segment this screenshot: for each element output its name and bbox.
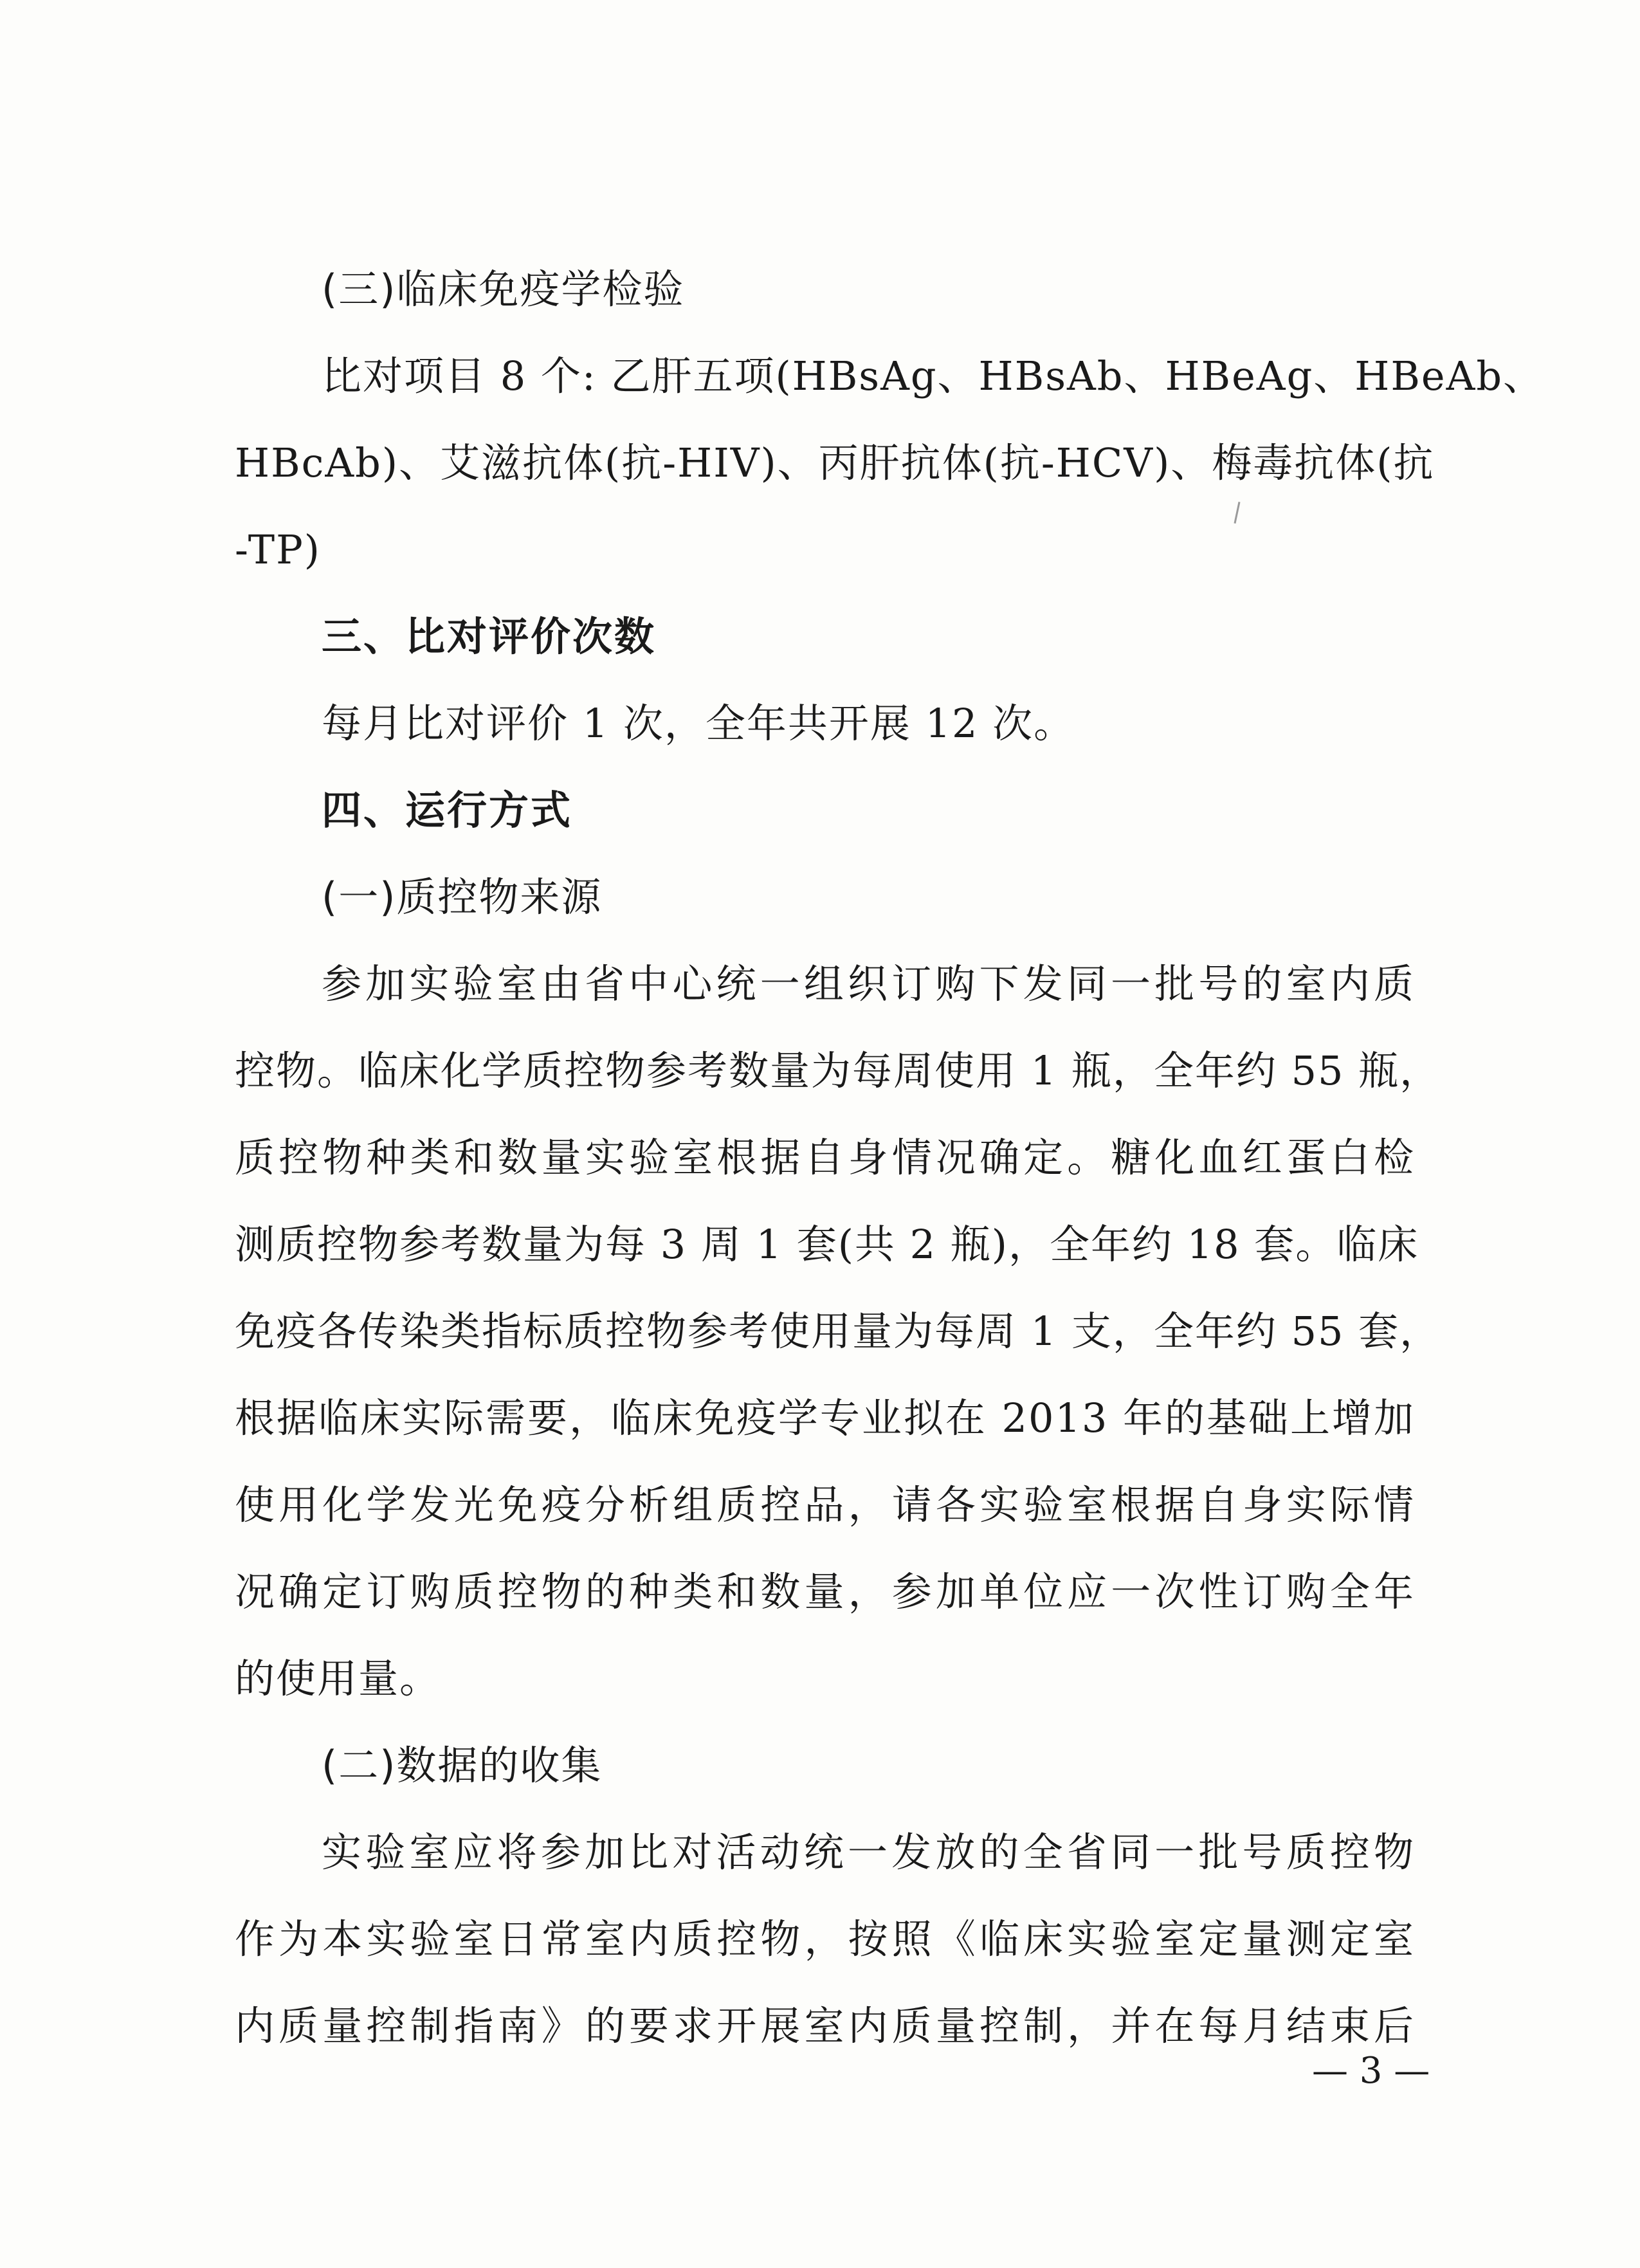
paragraph-line: 使用化学发光免疫分析组质控品，请各实验室根据自身实际情 (235, 1481, 1415, 1528)
paragraph-line: 根据临床实际需要，临床免疫学专业拟在 2013 年的基础上增加 (235, 1395, 1415, 1441)
paragraph-line: HBcAb)、艾滋抗体(抗-HIV)、丙肝抗体(抗-HCV)、梅毒抗体(抗 (235, 439, 1435, 486)
subsection-heading-clinical-immunology: (三)临床免疫学检验 (322, 266, 685, 313)
paragraph-line: 的使用量。 (235, 1655, 441, 1702)
section-heading-operation-mode: 四、运行方式 (322, 787, 573, 834)
paragraph-line: 作为本实验室日常室内质控物，按照《临床实验室定量测定室 (235, 1916, 1415, 1962)
section-heading-evaluation-frequency: 三、比对评价次数 (322, 613, 657, 660)
paragraph-line: 实验室应将参加比对活动统一发放的全省同一批号质控物 (322, 1829, 1415, 1876)
page-number: — 3 — (1312, 2050, 1430, 2092)
paragraph-line: 比对项目 8 个: 乙肝五项(HBsAg、HBsAb、HBeAg、HBeAb、 (322, 352, 1545, 399)
paragraph-line: 质控物种类和数量实验室根据自身情况确定。糖化血红蛋白检 (235, 1134, 1415, 1181)
paragraph-line: 测质控物参考数量为每 3 周 1 套(共 2 瓶)，全年约 18 套。临床 (235, 1221, 1419, 1268)
paragraph-line: 每月比对评价 1 次，全年共开展 12 次。 (322, 700, 1075, 747)
paragraph-line: 控物。临床化学质控物参考数量为每周使用 1 瓶，全年约 55 瓶， (235, 1047, 1441, 1094)
paragraph-line: -TP) (235, 526, 321, 573)
paragraph-line: 况确定订购质控物的种类和数量，参加单位应一次性订购全年 (235, 1568, 1415, 1615)
subsection-heading-qc-source: (一)质控物来源 (322, 873, 603, 920)
scan-mark (1234, 502, 1240, 524)
subsection-heading-data-collection: (二)数据的收集 (322, 1742, 603, 1789)
paragraph-line: 内质量控制指南》的要求开展室内质量控制，并在每月结束后 (235, 2002, 1415, 2049)
paragraph-line: 参加实验室由省中心统一组织订购下发同一批号的室内质 (322, 960, 1415, 1007)
paragraph-line: 免疫各传染类指标质控物参考使用量为每周 1 支，全年约 55 套， (235, 1308, 1441, 1355)
